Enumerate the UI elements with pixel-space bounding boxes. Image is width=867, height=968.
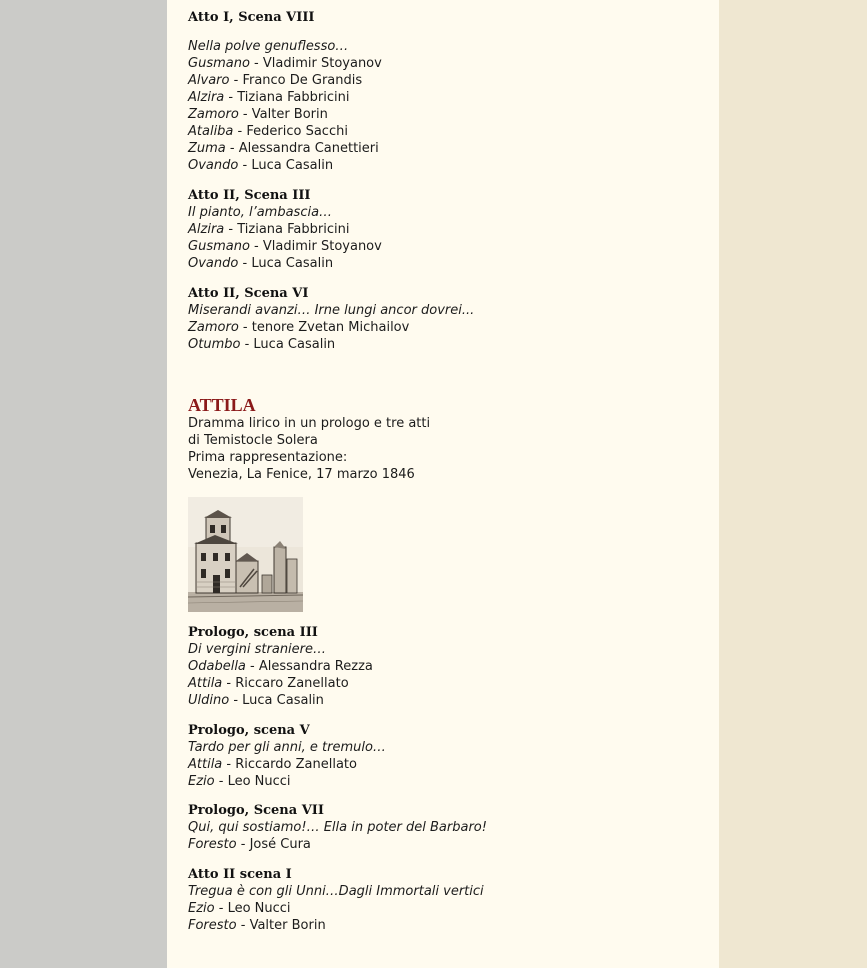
cast-line: Attila - Riccardo Zanellato [188, 757, 357, 772]
cast-line: Alzira - Tiziana Fabbricini [188, 222, 350, 237]
scene-title: Atto II scena I [188, 867, 292, 882]
opera-header [188, 395, 430, 483]
cast-line: Alzira - Tiziana Fabbricini [188, 90, 350, 105]
cast-line: Foresto - Valter Borin [188, 918, 326, 933]
opera-info-line: Venezia, La Fenice, 17 marzo 1846 [188, 467, 415, 482]
cast-line: Uldino - Luca Casalin [188, 693, 324, 708]
aria-title: Il pianto, l’ambascia… [188, 205, 333, 220]
cast-line: Zuma - Alessandra Canettieri [188, 141, 379, 156]
right-margin [719, 0, 867, 968]
page-column [167, 0, 719, 968]
opera-info-line: di Temistocle Solera [188, 433, 318, 448]
cast-line: Alvaro - Franco De Grandis [188, 73, 363, 88]
aria-title: Qui, qui sostiamo!… Ella in poter del Barbaro! [188, 820, 487, 835]
cast-line: Ovando - Luca Casalin [188, 256, 334, 271]
opera-info-line: Prima rappresentazione: [188, 450, 348, 465]
cast-line: Gusmano - Vladimir Stoyanov [188, 56, 382, 71]
cast-line: Ataliba - Federico Sacchi [188, 124, 348, 139]
scene-title: Prologo, scena V [188, 723, 310, 738]
opera-illustration [188, 497, 303, 612]
scene-block [188, 624, 373, 709]
aria-title: Tardo per gli anni, e tremulo… [188, 740, 386, 755]
scene-block [188, 9, 382, 174]
scene-title: Atto I, Scena VIII [188, 10, 315, 25]
opera-title: ATTILA [188, 395, 256, 415]
cast-line: Otumbo - Luca Casalin [188, 337, 336, 352]
aria-title: Di vergini straniere… [188, 642, 327, 657]
scene-block [188, 285, 474, 353]
cast-line: Odabella - Alessandra Rezza [188, 659, 373, 674]
cast-line: Attila - Riccaro Zanellato [188, 676, 349, 691]
scene-title: Atto II, Scena III [188, 188, 311, 203]
aria-title: Miserandi avanzi… Irne lungi ancor dovrei... [188, 303, 475, 318]
cast-line: Ovando - Luca Casalin [188, 158, 334, 173]
scene-block [188, 187, 382, 272]
aria-title: Nella polve genuflesso… [188, 39, 349, 54]
scene-title: Atto II, Scena VI [188, 286, 309, 301]
aria-title: Tregua è con gli Unni…Dagli Immortali vertici [188, 884, 484, 899]
scene-block [188, 866, 484, 934]
scene-block [188, 802, 487, 853]
opera-info-line: Dramma lirico in un prologo e tre atti [188, 416, 431, 431]
cast-line: Ezio - Leo Nucci [188, 774, 291, 789]
cast-line: Ezio - Leo Nucci [188, 901, 291, 916]
cast-line: Gusmano - Vladimir Stoyanov [188, 239, 382, 254]
scene-block [188, 722, 386, 790]
cast-line: Zamoro - Valter Borin [188, 107, 328, 122]
scene-title: Prologo, scena III [188, 625, 318, 640]
cast-line: Foresto - José Cura [188, 837, 311, 852]
scene-title: Prologo, Scena VII [188, 803, 324, 818]
building-engraving-icon [188, 497, 303, 612]
cast-line: Zamoro - tenore Zvetan Michailov [188, 320, 410, 335]
